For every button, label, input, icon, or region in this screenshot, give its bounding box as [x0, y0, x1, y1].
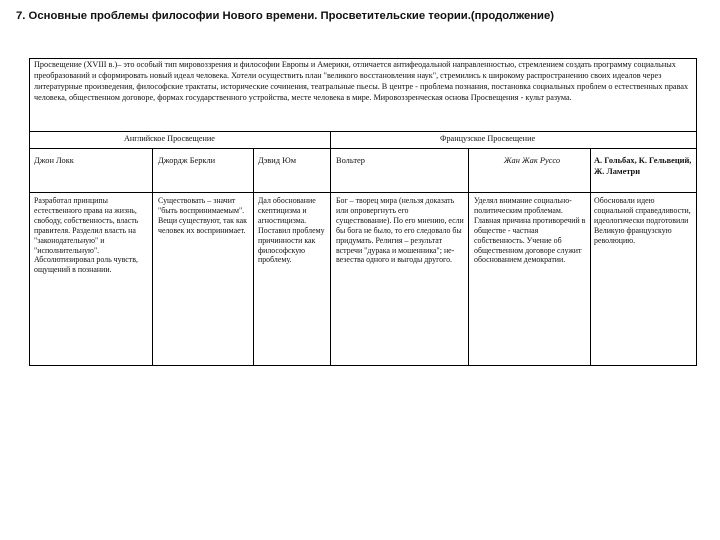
group-divider — [330, 131, 331, 366]
philosopher-name-locke: Джон Локк — [34, 156, 74, 165]
description-rousseau: Уделял внимание социально-политическим проблемам. Главная причина противоречий в обществе - частная собственность. Учение об общественном договоре служит обоснованием демократии. — [474, 196, 586, 265]
column-divider — [468, 148, 469, 366]
page-title: 7. Основные проблемы философии Нового времени. Просветительские теории.(продолжение) — [16, 10, 555, 22]
description-materialists: Обосновали идею социальной справедливости, идеологически подготовили Великую французскую революцию. — [594, 196, 691, 245]
description-voltaire: Бог – творец мира (нельзя доказать или опровергнуть его существование). По его мнению, если бы бога не было, то его следовало бы придумать. Религия – результат встречи "дурака и мошенника"; не-везества одного и выгоды другого. — [336, 196, 464, 265]
description-hume: Дал обоснование скептицизма и агностицизма. Поставил проблему причинности как философскую проблему. — [258, 196, 325, 265]
group-header-french: Французское Просвещение — [440, 134, 536, 143]
philosopher-name-voltaire: Вольтер — [336, 156, 365, 165]
description-berkeley: Существовать – значит "быть воспринимаемым". Вещи существуют, так как человек их воспринимает. — [158, 196, 247, 235]
philosopher-name-materialists: А. Гольбах, К. Гельвеций, Ж. Ламетри — [594, 156, 692, 176]
column-divider — [152, 148, 153, 366]
intro-divider — [29, 131, 697, 132]
intro-paragraph: Просвещение (XVIII в.)– это особый тип мировоззрения и философии Европы и Америки, отличается антифеодальной направленностью, стремлением создать программу социальных преобразований и сформировать новый идеал человека. Хотели осуществить план "великого восстановления наук", стремились к широкому распространению своих идеалов через литературные произведения, философские трактаты, исторические сочинения, театральные пьесы. В центре - проблема познания, постановка социальных проблем о естественных правах человека, общественном договоре, формах государственного устройства, месте человека в мире. Мировоззренческая основа Просвещения - культ разума. — [34, 60, 689, 102]
group-header-divider — [29, 148, 697, 149]
column-divider — [590, 148, 591, 366]
column-divider — [253, 148, 254, 366]
description-locke: Разработал принципы естественного права на жизнь, свободу, собственность, власть правителя. Разделил власть на "законодательную" и "исполнительную". Абсолютизировал роль чувств, ощущений в познании. — [34, 196, 139, 275]
philosopher-name-berkeley: Джордж Беркли — [158, 156, 216, 165]
group-header-english: Английское Просвещение — [124, 134, 215, 143]
philosopher-name-rousseau: Жан Жак Руссо — [503, 156, 561, 165]
name-row-divider — [29, 192, 697, 193]
philosopher-name-hume: Дэвид Юм — [258, 156, 297, 165]
